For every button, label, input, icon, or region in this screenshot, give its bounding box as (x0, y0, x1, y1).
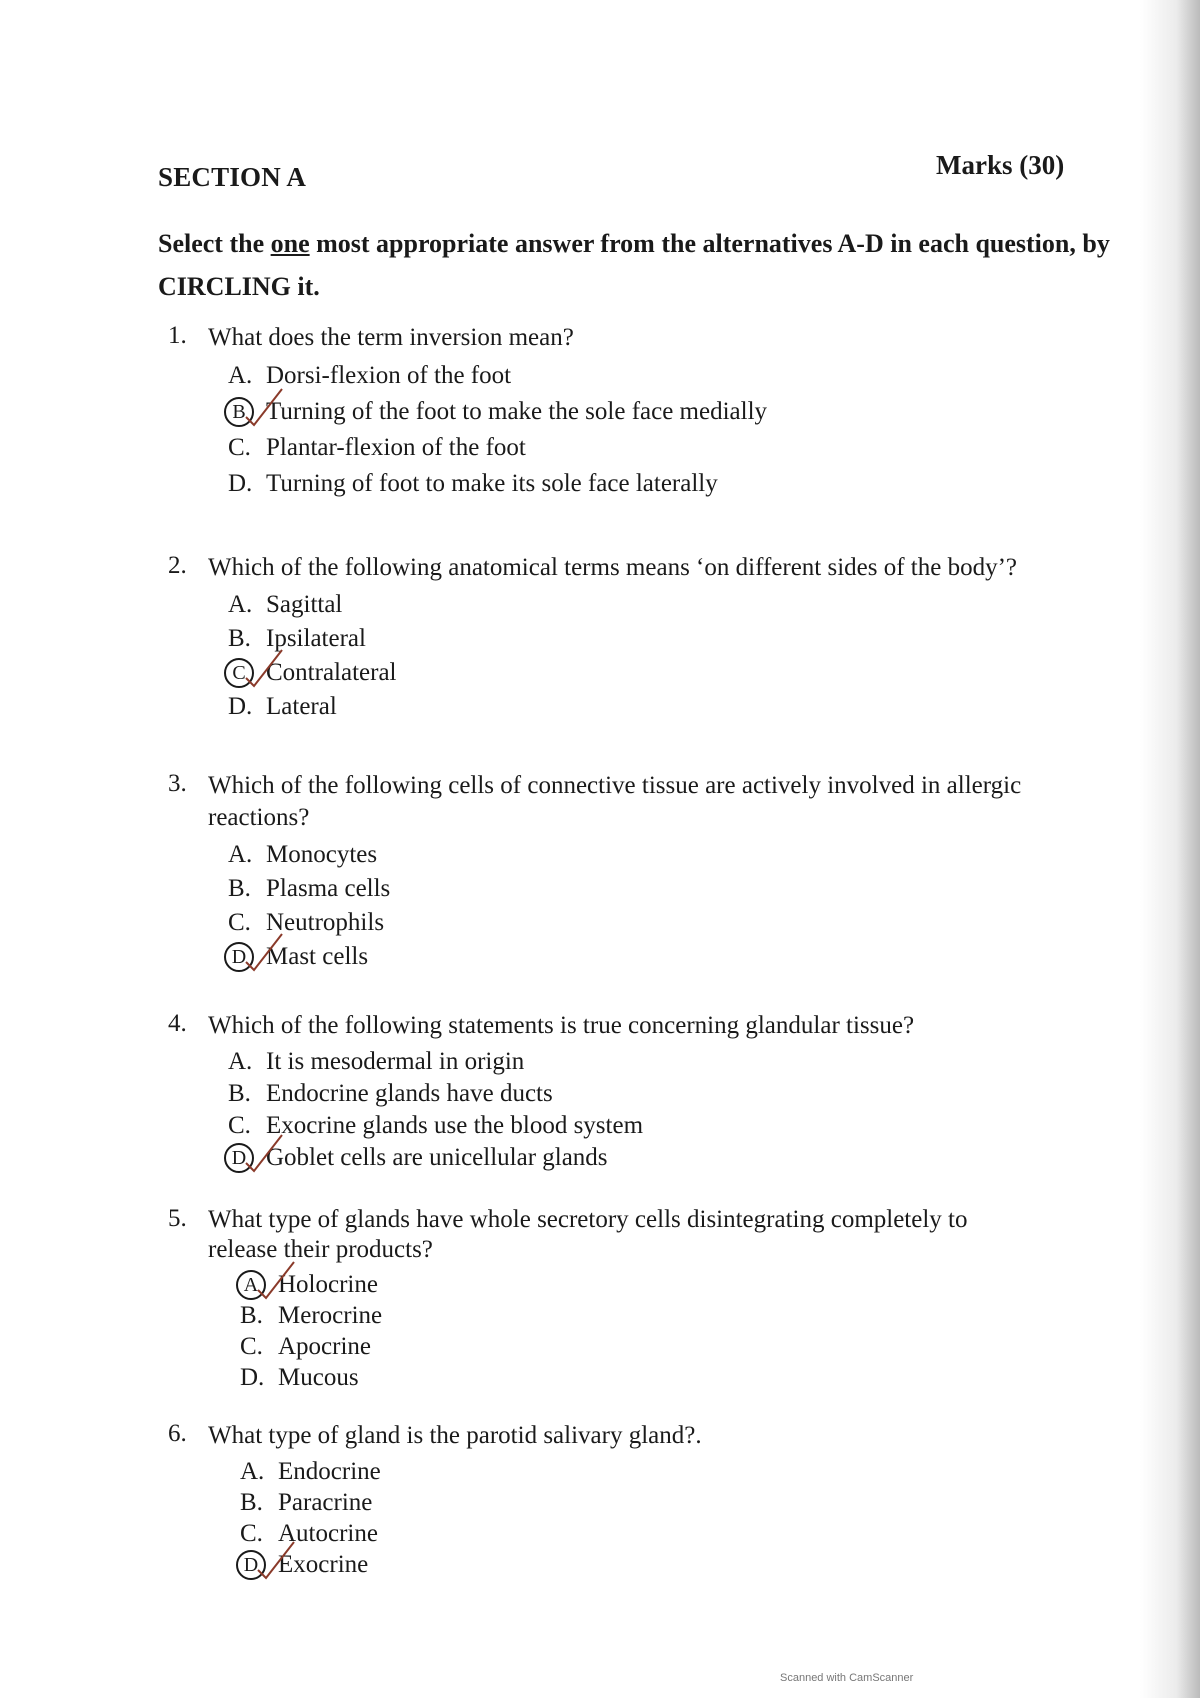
option-d[interactable] (240, 1362, 1038, 1393)
question-text: Which of the following cells of connective tissue are actively involved in allergic reactions? (208, 772, 1022, 831)
option-text: Lateral (266, 693, 337, 720)
option-a[interactable] (240, 1456, 1038, 1487)
option-a[interactable] (228, 1046, 1038, 1078)
option-letter: B. (240, 1301, 263, 1329)
scan-edge-shadow (1140, 0, 1200, 1698)
option-letter: D. (240, 1363, 265, 1391)
option-c[interactable] (228, 430, 1038, 466)
option-letter: A. (228, 362, 253, 389)
answer-circle: D (224, 942, 254, 972)
option-c[interactable] (240, 1331, 1038, 1362)
option-text: Contralateral (266, 659, 397, 686)
option-d-selected[interactable] (228, 940, 1038, 974)
option-letter: B. (228, 1080, 251, 1107)
option-d[interactable] (228, 690, 1038, 724)
option-letter: B. (228, 625, 251, 652)
option-text: Plantar-flexion of the foot (266, 434, 526, 461)
option-letter: C. (228, 1112, 251, 1139)
instructions-pre: Select the (158, 229, 271, 258)
scanner-watermark: Scanned with CamScanner (780, 1672, 914, 1684)
question-text: Which of the following anatomical terms means ‘on different sides of the body’? (208, 554, 1018, 581)
instructions-underlined: one (270, 229, 310, 258)
option-text: Plasma cells (266, 875, 391, 902)
option-d[interactable] (228, 466, 1038, 502)
question-number: 1. (168, 322, 187, 349)
option-letter (228, 658, 266, 688)
option-b[interactable] (228, 1078, 1038, 1110)
answer-circle: B (224, 397, 254, 427)
question-text: What type of glands have whole secretory cells disintegrating completely to release their products? (208, 1206, 968, 1263)
option-letter (240, 1550, 278, 1580)
question-text: Which of the following statements is true concerning glandular tissue? (208, 1012, 915, 1039)
answer-circle: C (224, 658, 254, 688)
option-text: Dorsi-flexion of the foot (266, 362, 512, 389)
instructions-post: most appropriate answer from the alternatives A-D in each question, by CIRCLING it. (158, 229, 1110, 301)
option-text: Monocytes (266, 841, 378, 868)
instructions (158, 222, 1118, 308)
option-b[interactable] (228, 872, 1038, 906)
option-text: Endocrine glands have ducts (266, 1080, 553, 1107)
option-letter: C. (228, 434, 251, 461)
option-b[interactable] (240, 1487, 1038, 1518)
answer-circle: D (236, 1550, 266, 1580)
option-letter: D. (228, 693, 253, 720)
option-text: Sagittal (266, 591, 343, 618)
option-text: Autocrine (278, 1519, 378, 1547)
option-text: Neutrophils (266, 909, 385, 936)
option-text: Turning of the foot to make the sole face medially (266, 398, 768, 425)
option-text: Mucous (278, 1363, 359, 1391)
answer-circle: D (224, 1143, 254, 1173)
option-letter: A. (240, 1457, 265, 1485)
option-letter (228, 397, 266, 427)
question-6 (168, 1420, 1038, 1580)
option-b[interactable] (228, 622, 1038, 656)
option-text: Exocrine glands use the blood system (266, 1112, 644, 1139)
section-title: SECTION A (158, 162, 307, 192)
option-text: Ipsilateral (266, 625, 366, 652)
question-5 (168, 1205, 1038, 1393)
option-text: Mast cells (266, 943, 369, 970)
option-b[interactable] (240, 1300, 1038, 1331)
option-a-selected[interactable] (240, 1269, 1038, 1300)
option-letter (240, 1270, 278, 1300)
option-c[interactable] (228, 1110, 1038, 1142)
option-a[interactable] (228, 588, 1038, 622)
question-number: 4. (168, 1010, 187, 1037)
option-letter (228, 1143, 266, 1173)
option-d-selected[interactable] (228, 1142, 1038, 1174)
option-text: Turning of foot to make its sole face laterally (266, 470, 718, 497)
question-text: What does the term inversion mean? (208, 324, 574, 351)
option-text: Endocrine (278, 1457, 381, 1485)
option-a[interactable] (228, 358, 1038, 394)
option-c-selected[interactable] (228, 656, 1038, 690)
option-text: Holocrine (278, 1270, 378, 1298)
option-letter: C. (228, 909, 251, 936)
option-a[interactable] (228, 838, 1038, 872)
option-text: Goblet cells are unicellular glands (266, 1144, 608, 1171)
question-1 (168, 322, 1038, 502)
option-text: Apocrine (278, 1332, 372, 1360)
question-text: What type of gland is the parotid salivary gland?. (208, 1422, 702, 1449)
option-letter: A. (228, 1048, 253, 1075)
answer-circle: A (236, 1270, 266, 1300)
option-letter: D. (228, 470, 253, 497)
question-number: 6. (168, 1420, 187, 1447)
question-4 (168, 1010, 1038, 1174)
option-letter: C. (240, 1519, 263, 1547)
option-letter: A. (228, 591, 253, 618)
option-text: Paracrine (278, 1488, 373, 1516)
question-3 (168, 770, 1038, 974)
question-number: 2. (168, 552, 187, 579)
option-c[interactable] (240, 1518, 1038, 1549)
option-letter (228, 942, 266, 972)
option-letter: C. (240, 1332, 263, 1360)
option-text: Exocrine (278, 1550, 369, 1578)
option-d-selected[interactable] (240, 1549, 1038, 1580)
option-letter: B. (240, 1488, 263, 1516)
marks-label: Marks (30) (936, 150, 1065, 180)
option-letter: B. (228, 875, 251, 902)
question-number: 5. (168, 1205, 187, 1232)
question-number: 3. (168, 770, 187, 797)
option-b-selected[interactable] (228, 394, 1038, 430)
option-text: Merocrine (278, 1301, 383, 1329)
option-letter: A. (228, 841, 253, 868)
question-2 (168, 552, 1038, 724)
option-c[interactable] (228, 906, 1038, 940)
option-text: It is mesodermal in origin (266, 1048, 525, 1075)
